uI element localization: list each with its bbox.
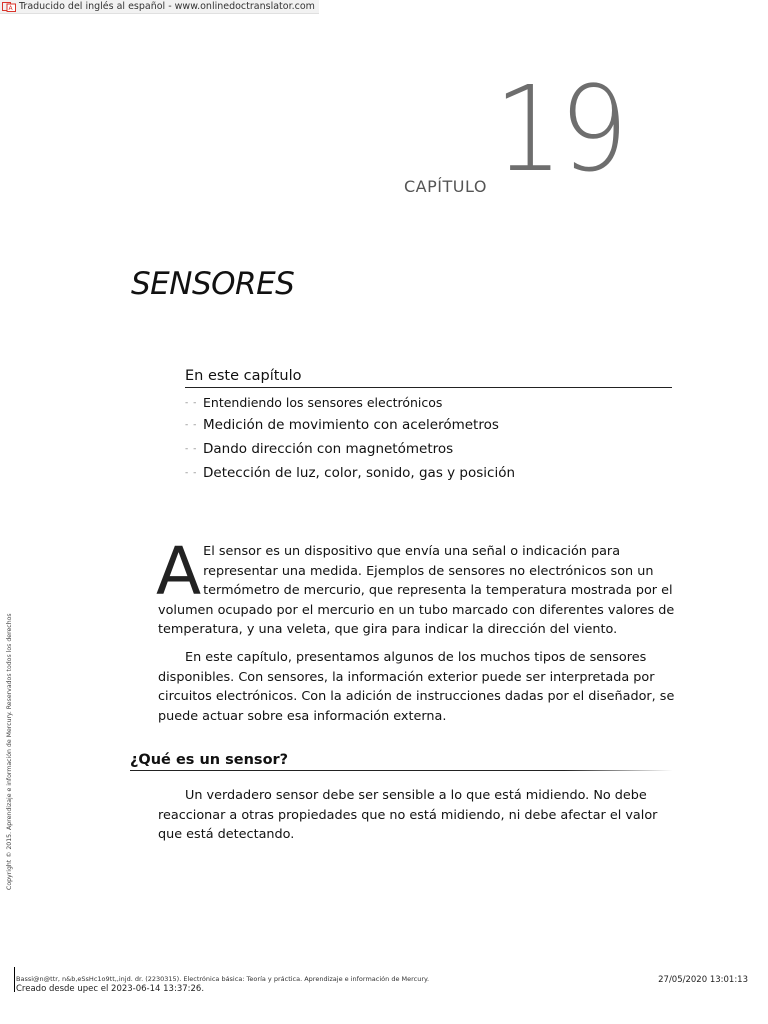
chapter-contents-box — [185, 368, 672, 485]
body-paragraph: Un verdadero sensor debe ser sensible a lo que está midiendo. No debe reaccionar a otras propiedades que no está midiendo, ni debe afectar el valor que está detectando. — [158, 788, 658, 842]
chapter-title: SENSORES — [131, 266, 295, 302]
contents-item — [185, 461, 672, 485]
intro-paragraph — [156, 533, 676, 640]
svg-text:A: A — [8, 4, 13, 12]
contents-list — [185, 392, 672, 485]
contents-item-label: Dando dirección con magnetómetros — [203, 441, 454, 457]
bullet-dash-icon: - - — [185, 444, 198, 454]
body-paragraph: En este capítulo, presentamos algunos de los muchos tipos de sensores disponibles. Con sensores, la información exterior puede ser interpretada por circuitos electrónicos. Con la adición de instrucciones dadas por el diseñador, se puede actuar sobre esa información externa. — [158, 650, 675, 724]
side-copyright-notice: Copyright © 2015. Aprendizaje e información de Mercury. Reservados todos los derechos — [6, 613, 13, 890]
drop-cap: A — [156, 533, 202, 610]
contents-item-label: Medición de movimiento con acelerómetros — [203, 417, 499, 433]
contents-item — [185, 413, 672, 437]
contents-item-label: Entendiendo los sensores electrónicos — [203, 395, 443, 410]
intro-paragraph-text: El sensor es un dispositivo que envía una señal o indicación para representar una medida. Ejemplos de sensores no electrónicos son un termómetro de mercurio, que representa la temperatura mostrada por el volumen ocupado por el mercurio en un tubo marcado con diferentes valores de temperatura, y una veleta, que gira para indicar la dirección del viento. — [158, 544, 675, 637]
footer-timestamp: 27/05/2020 13:01:13 — [658, 975, 748, 985]
bullet-dash-icon: - - — [185, 420, 198, 430]
footer-marker-line — [14, 967, 15, 992]
footer-citation: Bassi@n@ttr, n&b,eSsHc1o9tt,,injd. dr. (2230315). Electrónica básica: Teoría y práctica. Aprendizaje e información de Mercury. — [16, 975, 430, 983]
translator-banner[interactable] — [0, 0, 319, 14]
chapter-number: 19 — [494, 60, 625, 198]
contents-heading: En este capítulo — [185, 368, 672, 388]
bullet-dash-icon: - - — [185, 468, 198, 478]
bullet-dash-icon: - - — [185, 397, 198, 408]
contents-item-label: Detección de luz, color, sonido, gas y posición — [203, 465, 516, 481]
translator-link[interactable]: Traducido del inglés al español - www.onlinedoctranslator.com — [19, 1, 315, 12]
section-heading: ¿Qué es un sensor? — [130, 752, 672, 771]
footer-created-note: Creado desde upec el 2023-06-14 13:37:26. — [16, 984, 205, 994]
chapter-label: CAPÍTULO — [404, 177, 487, 196]
translator-logo-icon — [2, 2, 16, 12]
contents-item — [185, 437, 672, 461]
contents-item — [185, 392, 672, 413]
